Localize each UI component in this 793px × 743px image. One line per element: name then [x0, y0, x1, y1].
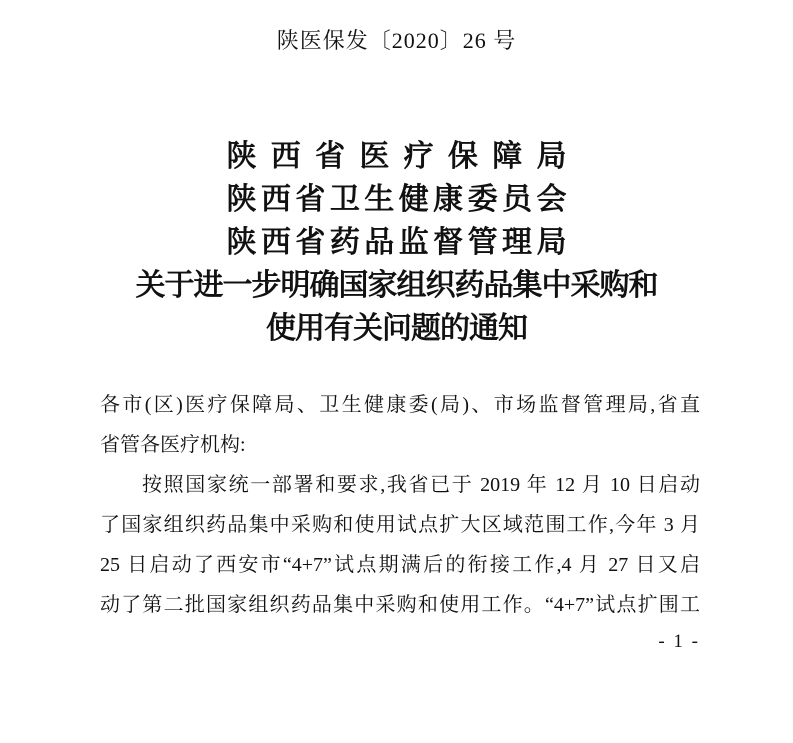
body-line-salutation: 省管各医疗机构: [100, 434, 246, 456]
body-line-paragraph-2: 了国家组织药品集中采购和使用试点扩大区域范围工作,今年 3 月 [100, 514, 700, 536]
notice-title-line-2: 使用有关问题的通知 [266, 312, 527, 345]
agency-name-medical-security-bureau: 陕西省医疗保障局 [226, 140, 567, 173]
body-line-addressees: 各市(区)医疗保障局、卫生健康委(局)、市场监督管理局,省直 [100, 394, 700, 416]
doc-number: 陕医保发〔2020〕26 号 [276, 28, 517, 53]
page-number: - 1 - [658, 631, 700, 652]
body-text [100, 385, 700, 625]
body-line-paragraph-1: 按照国家统一部署和要求,我省已于 2019 年 12 月 10 日启动 [142, 474, 700, 496]
title-block [0, 135, 793, 350]
agency-name-drug-administration: 陕西省药品监督管理局 [226, 226, 567, 259]
body-line-paragraph-3: 25 日启动了西安市“4+7”试点期满后的衔接工作,4 月 27 日又启 [100, 554, 700, 576]
notice-title-line-1: 关于进一步明确国家组织药品集中采购和 [135, 269, 658, 302]
agency-name-health-commission: 陕西省卫生健康委员会 [226, 183, 567, 216]
body-line-paragraph-4: 动了第二批国家组织药品集中采购和使用工作。“4+7”试点扩围工 [100, 594, 700, 616]
